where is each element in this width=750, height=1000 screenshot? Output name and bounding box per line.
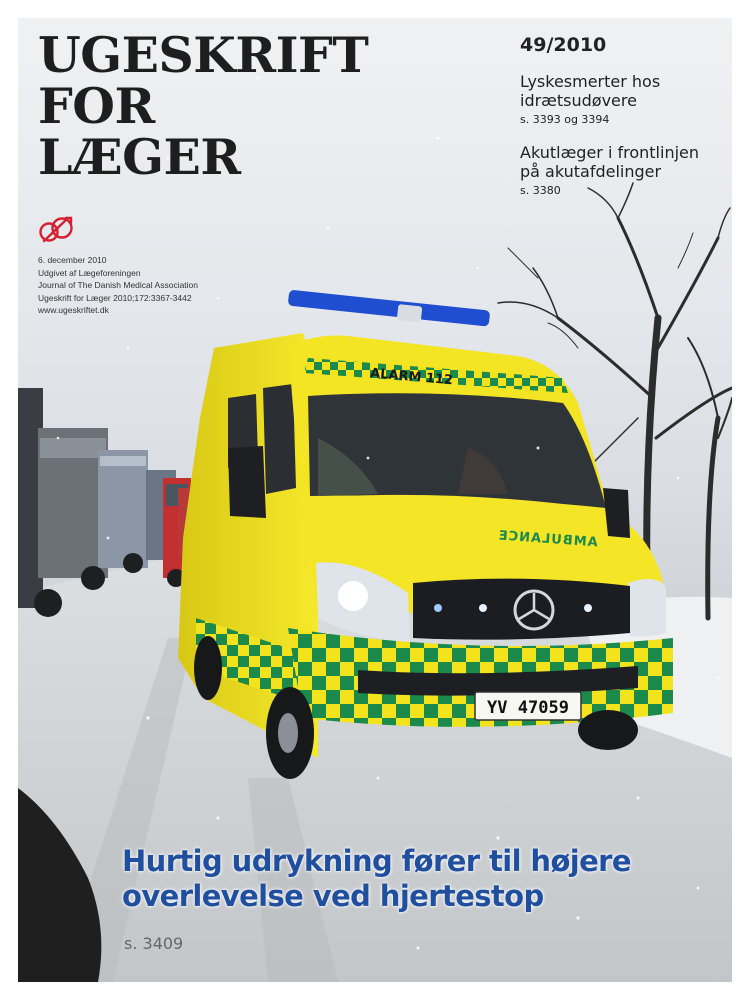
ambulance-windshield-text: ALARM 112 xyxy=(369,366,454,389)
teaser-1-page: s. 3393 og 3394 xyxy=(520,113,610,126)
issue-number: 49/2010 xyxy=(520,34,607,56)
cover-story-page: s. 3409 xyxy=(124,934,184,953)
masthead-line-1: UGESKRIFT xyxy=(38,26,369,84)
masthead-line-2: FOR xyxy=(38,77,155,135)
teaser-1-title-line-2: idrætsudøvere xyxy=(520,91,637,110)
teaser-2 xyxy=(520,143,699,198)
cover-story-headline xyxy=(122,844,631,914)
citation: Ugeskrift for Læger 2010;172:3367-3442 xyxy=(38,292,192,303)
headline-line-2: overlevelse ved hjertestop xyxy=(122,879,544,913)
masthead xyxy=(38,26,369,186)
teaser-2-title-line-2: på akutafdelinger xyxy=(520,162,662,181)
teaser-1 xyxy=(520,72,660,127)
teaser-2-title-line-1: Akutlæger i frontlinjen xyxy=(520,143,700,162)
cover xyxy=(18,18,732,982)
ambulance-hood-text: AMBULANCE xyxy=(497,528,599,551)
masthead-line-3: LÆGER xyxy=(38,128,241,186)
website: www.ugeskriftet.dk xyxy=(38,305,109,315)
headline-line-1: Hurtig udrykning fører til højere xyxy=(122,844,631,878)
publication-date: 6. december 2010 xyxy=(38,255,107,265)
journal-name: Journal of The Danish Medical Association xyxy=(38,280,199,290)
publication-info xyxy=(38,254,198,317)
license-plate: YV 47059 xyxy=(487,698,569,718)
teaser-1-title-line-1: Lyskesmerter hos xyxy=(520,72,661,91)
publisher: Udgivet af Lægeforeningen xyxy=(38,267,141,278)
laegeforeningen-logo xyxy=(38,214,76,244)
teaser-2-page: s. 3380 xyxy=(520,184,561,197)
